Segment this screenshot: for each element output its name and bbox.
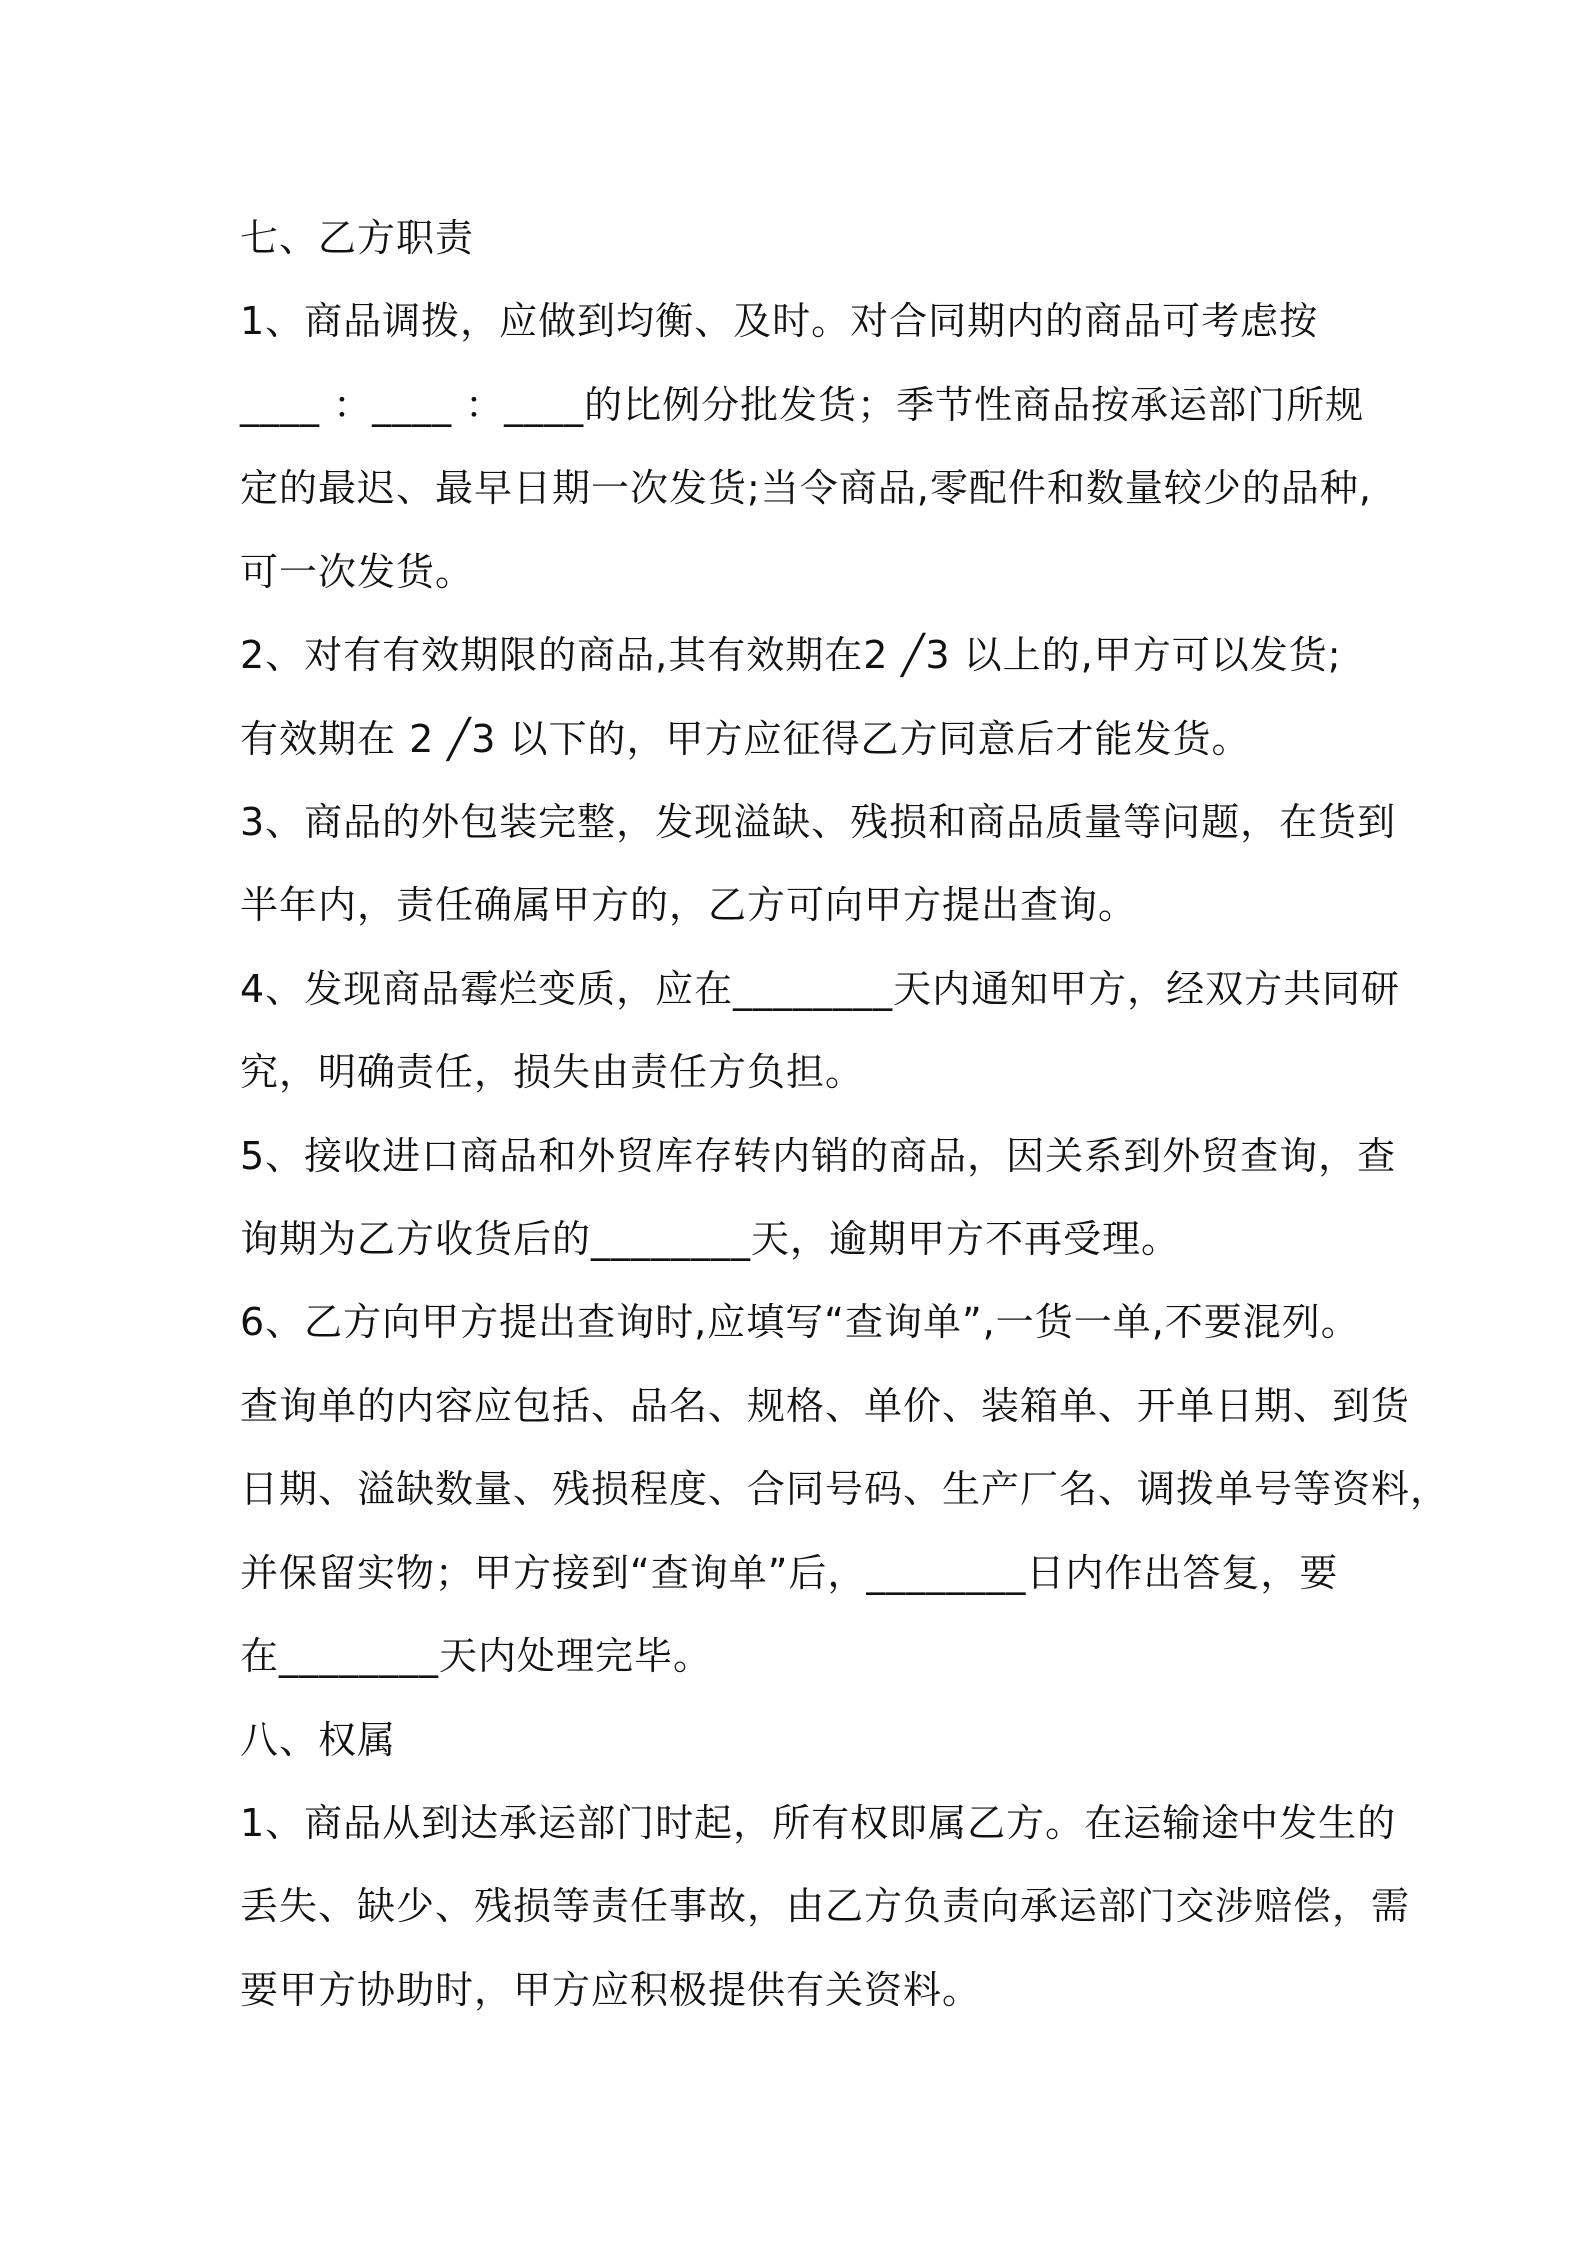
text-line: 5、接收进口商品和外贸库存转内销的商品，因关系到外贸查询，查 [240,1134,1397,1178]
text-line: 日期、溢缺数量、残损程度、合同号码、生产厂名、调拨单号等资料， [240,1467,1450,1511]
text-line: 究，明确责任，损失由责任方负担。 [240,1050,865,1094]
text-line: 并保留实物；甲方接到“查询单”后，________日内作出答复，要 [240,1551,1339,1595]
text-line: 1、商品调拨，应做到均衡、及时。对合同期内的商品可考虑按 [240,299,1319,343]
text-line: 半年内，责任确属甲方的，乙方可向甲方提出查询。 [240,883,1138,927]
text-line: 在________天内处理完毕。 [240,1634,713,1678]
text-line: 定的最迟、最早日期一次发货;当令商品,零配件和数量较少的品种, [240,466,1372,510]
text-line: 要甲方协助时，甲方应积极提供有关资料。 [240,1968,982,2012]
section-heading: 八、权属 [240,1718,397,1762]
text-line: 4、发现商品霉烂变质，应在________天内通知甲方，经双方共同研 [240,967,1401,1011]
text-line: 6、乙方向甲方提出查询时,应填写“查询单”,一货一单,不要混列。 [240,1300,1360,1344]
text-line: 1、商品从到达承运部门时起，所有权即属乙方。在运输途中发生的 [240,1801,1397,1845]
section-heading: 七、乙方职责 [240,216,475,260]
text-line: 可一次发货。 [240,550,475,594]
text-line: 丢失、缺少、残损等责任事故，由乙方负责向承运部门交涉赔偿，需 [240,1884,1411,1928]
text-line: 2、对有有效期限的商品,其有效期在2 ╱3 以上的,甲方可以发货; [240,633,1342,677]
text-line: 3、商品的外包装完整，发现溢缺、残损和商品质量等问题，在货到 [240,800,1397,844]
text-line: 查询单的内容应包括、品名、规格、单价、装箱单、开单日期、到货 [240,1384,1411,1428]
text-line: ____ ：____ ：____的比例分批发货；季节性商品按承运部门所规 [240,383,1365,427]
text-line: 询期为乙方收货后的________天，逾期甲方不再受理。 [240,1217,1181,1261]
text-line: 有效期在 2 ╱3 以下的，甲方应征得乙方同意后才能发货。 [240,717,1251,761]
